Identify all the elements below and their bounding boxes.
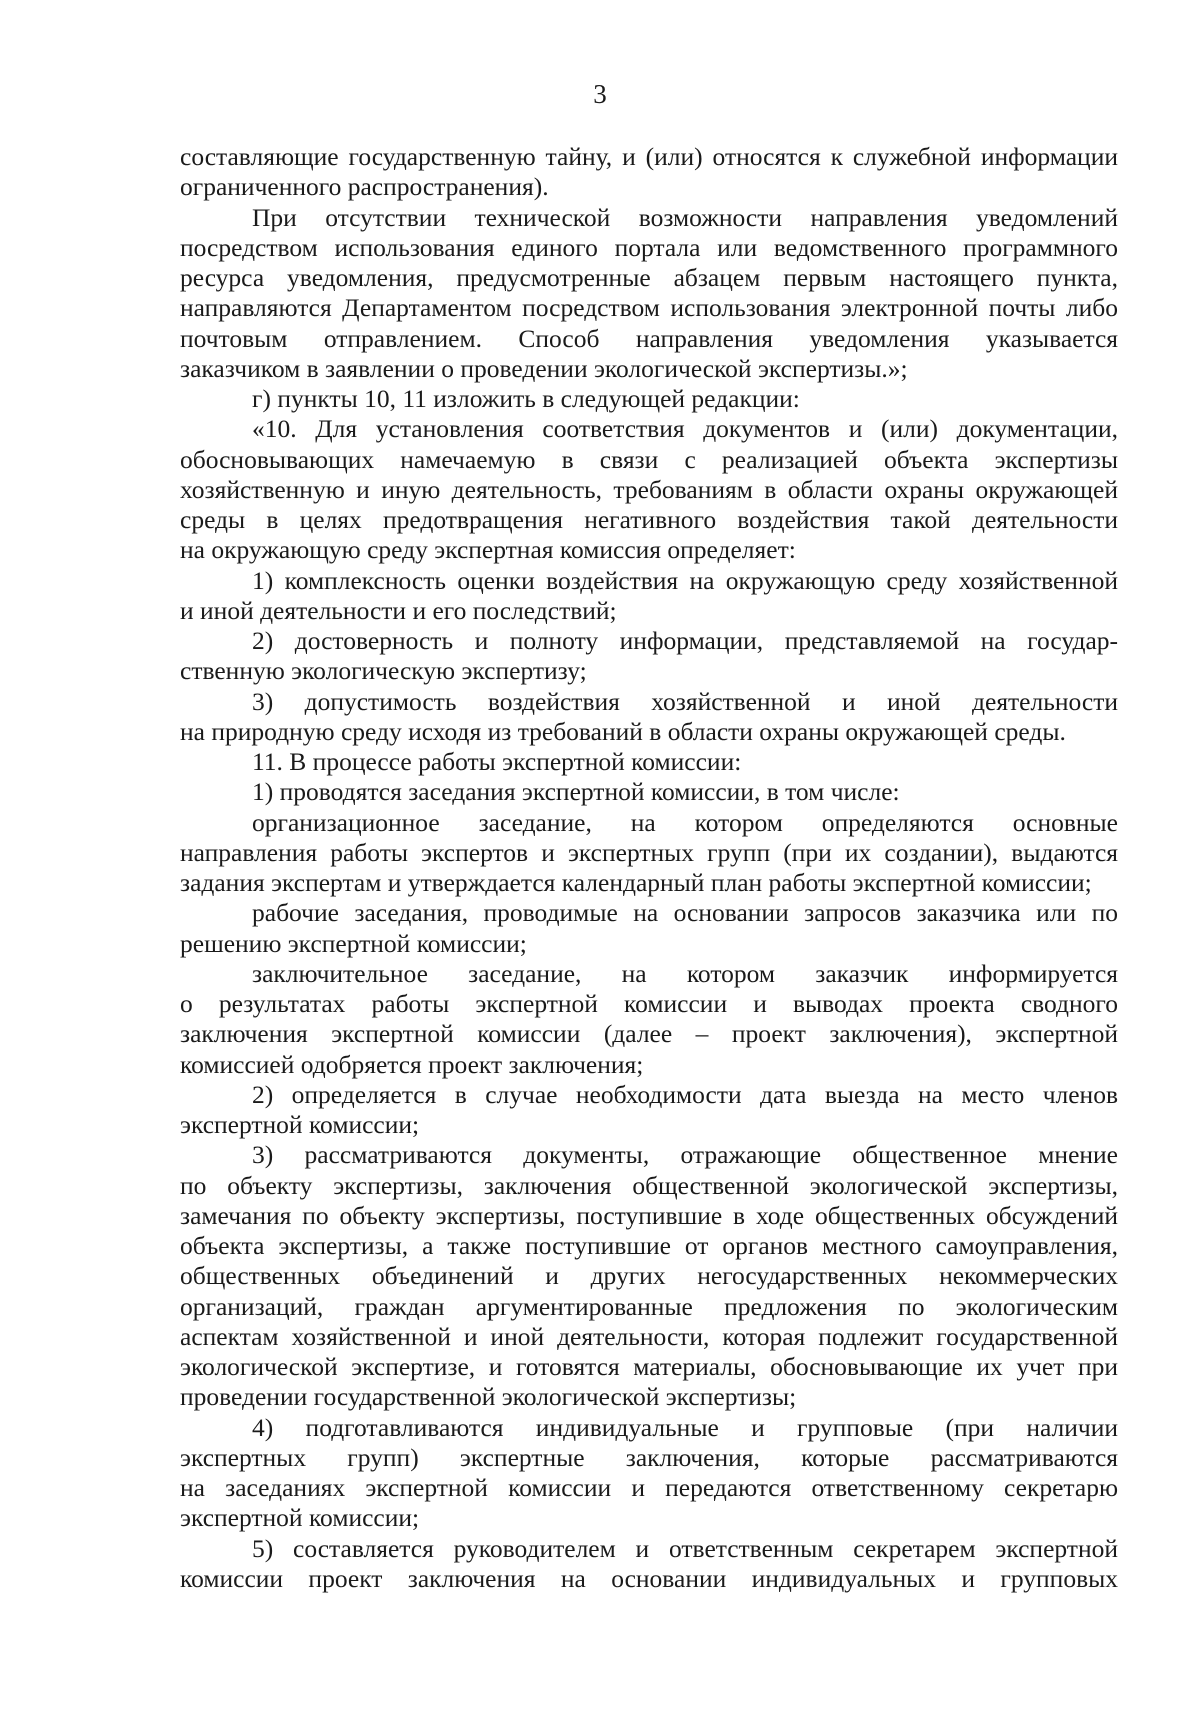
text-line: обосновывающих намечаемую в связи с реализацией объекта экспертизы: [180, 444, 1118, 474]
text-line: ственную экологическую экспертизу;: [180, 656, 587, 686]
text-line: 4) подготавливаются индивидуальные и групповые (при наличии: [252, 1412, 1118, 1442]
text-line: 11. В процессе работы экспертной комиссии:: [252, 747, 742, 776]
text-line: рабочие заседания, проводимые на основании запросов заказчика или по: [252, 898, 1118, 928]
text-line: 5) составляется руководителем и ответственным секретарем экспертной: [252, 1533, 1118, 1563]
text-line: направляются Департаментом посредством использования электронной почты либо: [180, 293, 1118, 323]
text-line: проведении государственной экологической экспертизы;: [180, 1382, 797, 1412]
text-line: объекта экспертизы, а также поступившие от органов местного самоуправления,: [180, 1231, 1118, 1260]
text-line: При отсутствии технической возможности направления уведомлений: [252, 202, 1118, 232]
text-line: на природную среду исходя из требований в области охраны окружающей среды.: [180, 716, 1066, 746]
text-line: аспектам хозяйственной и иной деятельности, которая подлежит государственной: [180, 1321, 1118, 1351]
text-line: ресурса уведомления, предусмотренные абзацем первым настоящего пункта,: [180, 263, 1118, 292]
text-line: 1) комплексность оценки воздействия на окружающую среду хозяйственной: [252, 565, 1118, 595]
text-line: ограниченного распространения).: [180, 172, 549, 202]
text-line: среды в целях предотвращения негативного воздействия такой деятельности: [180, 505, 1118, 534]
text-line: заключительное заседание, на котором заказчик информируется: [252, 958, 1118, 988]
text-line: комиссии проект заключения на основании индивидуальных и групповых: [180, 1563, 1118, 1593]
text-line: «10. Для установления соответствия документов и (или) документации,: [252, 414, 1118, 444]
text-line: экологической экспертизе, и готовятся материалы, обосновывающие их учет при: [180, 1352, 1118, 1381]
text-line: задания экспертам и утверждается календарный план работы экспертной комиссии;: [180, 868, 1092, 897]
text-line: общественных объединений и других негосударственных некоммерческих: [180, 1261, 1118, 1291]
text-line: почтовым отправлением. Способ направления уведомления указывается: [180, 323, 1118, 353]
text-line: на окружающую среду экспертная комиссия определяет:: [180, 535, 796, 565]
text-line: заказчиком в заявлении о проведении экологической экспертизы.»;: [180, 353, 908, 383]
text-line: составляющие государственную тайну, и (или) относятся к служебной информации: [180, 142, 1118, 171]
text-line: 3) рассматриваются документы, отражающие общественное мнение: [252, 1140, 1118, 1170]
text-line: решению экспертной комиссии;: [180, 928, 527, 958]
text-line: направления работы экспертов и экспертных групп (при их создании), выдаются: [180, 837, 1118, 867]
text-line: и иной деятельности и его последствий;: [180, 595, 617, 625]
text-line: 2) определяется в случае необходимости дата выезда на место членов: [252, 1079, 1118, 1109]
text-line: 2) достоверность и полноту информации, представляемой на государ-: [252, 626, 1118, 655]
text-line: экспертных групп) экспертные заключения, которые рассматриваются: [180, 1442, 1118, 1472]
text-line: организаций, граждан аргументированные предложения по экологическим: [180, 1291, 1118, 1321]
text-line: о результатах работы экспертной комиссии и выводах проекта сводного: [180, 989, 1118, 1018]
page-number: 3: [593, 79, 607, 109]
text-line: комиссией одобряется проект заключения;: [180, 1049, 644, 1079]
text-line: посредством использования единого портала или ведомственного программного: [180, 232, 1118, 262]
text-line: на заседаниях экспертной комиссии и передаются ответственному секретарю: [180, 1473, 1118, 1502]
text-line: заключения экспертной комиссии (далее – проект заключения), экспертной: [180, 1019, 1118, 1049]
text-line: хозяйственную и иную деятельность, требованиям в области охраны окружающей: [180, 474, 1118, 504]
text-line: 1) проводятся заседания экспертной комиссии, в том числе:: [252, 777, 900, 807]
text-line: экспертной комиссии;: [180, 1110, 420, 1139]
text-line: по объекту экспертизы, заключения общественной экологической экспертизы,: [180, 1170, 1118, 1200]
document-body: [180, 142, 1118, 1594]
text-line: 3) допустимость воздействия хозяйственной и иной деятельности: [252, 686, 1118, 716]
text-line: замечания по объекту экспертизы, поступившие в ходе общественных обсуждений: [180, 1200, 1118, 1230]
text-line: г) пункты 10, 11 изложить в следующей редакции:: [252, 384, 800, 413]
text-line: экспертной комиссии;: [180, 1503, 420, 1533]
text-line: организационное заседание, на котором определяются основные: [252, 807, 1118, 837]
